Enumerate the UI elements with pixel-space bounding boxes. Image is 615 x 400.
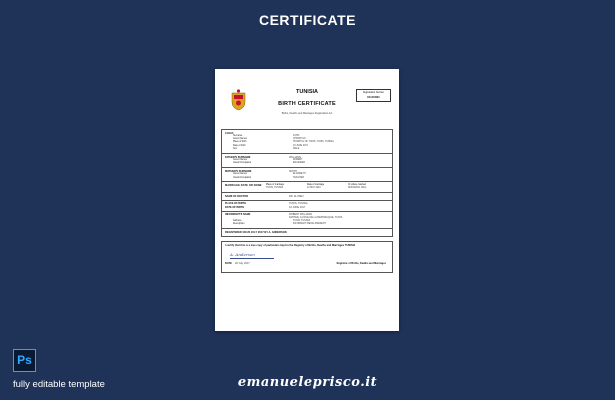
certification-footer <box>221 241 393 273</box>
child-row <box>225 148 389 151</box>
row-label: Description <box>233 223 245 226</box>
informant-detail: FATHER, 12 RUE DE LA REPUBLIQUE, TUNIS <box>289 216 343 220</box>
place-of-birth-label: PLACE OF BIRTH DATE OF BIRTH <box>225 202 246 209</box>
doctor-section <box>222 193 392 200</box>
row-label: Sex <box>233 148 237 151</box>
father-section <box>222 154 392 168</box>
registration-number: 00-00021 <box>367 94 380 99</box>
row-label: Usual Occupation <box>233 176 252 179</box>
signature-line <box>230 258 274 259</box>
row-value: HOSPITAL OF TUNIS, TUNIS, TUNISIA <box>293 141 334 144</box>
mother-heading: MOTHER'S SURNAME <box>225 169 252 173</box>
certificate-header <box>221 77 393 127</box>
marriage-heading: MARRIAGE DATE OR NONE <box>225 183 262 187</box>
place-of-birth-line1: TUNIS, TUNISIA <box>289 202 308 206</box>
doctor-label: NAME OF DOCTOR <box>225 194 249 198</box>
marriage-col-where: Or where married <box>348 183 366 186</box>
row-value: MALE <box>293 148 300 151</box>
place-of-birth-section <box>222 201 392 212</box>
mother-row <box>225 177 389 180</box>
row-value: INFORMANT BEING PRESENT <box>293 223 326 226</box>
birth-certificate-document <box>215 69 399 331</box>
row-label: Place of birth <box>233 141 247 144</box>
father-row <box>225 162 389 165</box>
child-heading: CHILD <box>225 131 234 135</box>
child-section <box>222 130 392 154</box>
row-value: ROBERT <box>293 158 303 161</box>
country-name: TUNISIA <box>296 89 318 95</box>
row-value: ELIZABETH <box>293 173 306 176</box>
page-title: CERTIFICATE <box>258 12 356 28</box>
row-value: TUNIS, TUNISIA <box>293 219 311 222</box>
row-label: Usual Occupation <box>233 162 252 165</box>
certificate-subtitle: Births, Deaths and Marriages Registration Act <box>281 112 333 115</box>
marriage-col-place: Place of marriage <box>266 183 285 186</box>
row-label: Given Names <box>233 137 247 140</box>
row-value: 19 JUNE 2017 <box>293 144 308 147</box>
marriage-where: MUNICIPAL HALL <box>348 187 367 190</box>
row-value: ENGINEER <box>293 162 305 165</box>
certificate-table <box>221 129 393 237</box>
mother-surname: SMITH <box>289 169 297 173</box>
row-label: Given Names <box>233 158 247 161</box>
date-label: DATE <box>225 262 232 266</box>
marriage-col-date: Date of marriage <box>307 183 325 186</box>
registration-number-box <box>356 89 391 102</box>
row-label: Surname <box>233 134 243 137</box>
informant-section <box>222 212 392 230</box>
registrar-signature: A. Anderson <box>230 252 255 258</box>
website-link[interactable]: emanueleprisco.it <box>237 375 378 390</box>
marriage-date: 12 MAY 2010 <box>307 187 321 190</box>
doctor-name: DR. ALI BEN <box>289 194 304 198</box>
place-of-birth-line2: 19 JUNE 2017 <box>289 205 306 209</box>
row-value: JOHN <box>293 134 300 137</box>
informant-row <box>225 223 389 226</box>
marriage-section <box>222 182 392 193</box>
father-surname: WILLIAMS <box>289 155 301 159</box>
registrar-title: Registrar of Births, Deaths and Marriages <box>336 262 386 266</box>
row-value: CHRISTIAN <box>293 137 306 140</box>
registration-label: Registration Number <box>362 91 385 94</box>
photoshop-icon: Ps <box>13 349 36 372</box>
row-label: Address <box>233 219 242 222</box>
father-heading: FATHER'S SURNAME <box>225 155 251 159</box>
row-label: Date of birth <box>233 144 246 147</box>
certificate-name: BIRTH CERTIFICATE <box>278 101 336 107</box>
registered-line: REGISTERED ON 20 JULY 2017 BY A. ANDERSON <box>225 231 287 235</box>
row-value: TEACHER <box>293 176 304 179</box>
marriage-place: TUNIS, TUNISIA <box>266 187 284 190</box>
certify-text: I certify that this is a true copy of particulars kept in the Registry of Births, Deaths and Marriages TUNISIA <box>225 244 356 248</box>
row-label: Given Names <box>233 173 247 176</box>
informant-name: ROBERT WILLIAMS <box>289 213 312 216</box>
template-caption: fully editable template <box>13 379 105 390</box>
mother-section <box>222 168 392 182</box>
informant-heading: INFORMANT'S NAME <box>225 213 251 216</box>
date-value: 20 July 2017 <box>235 262 250 266</box>
